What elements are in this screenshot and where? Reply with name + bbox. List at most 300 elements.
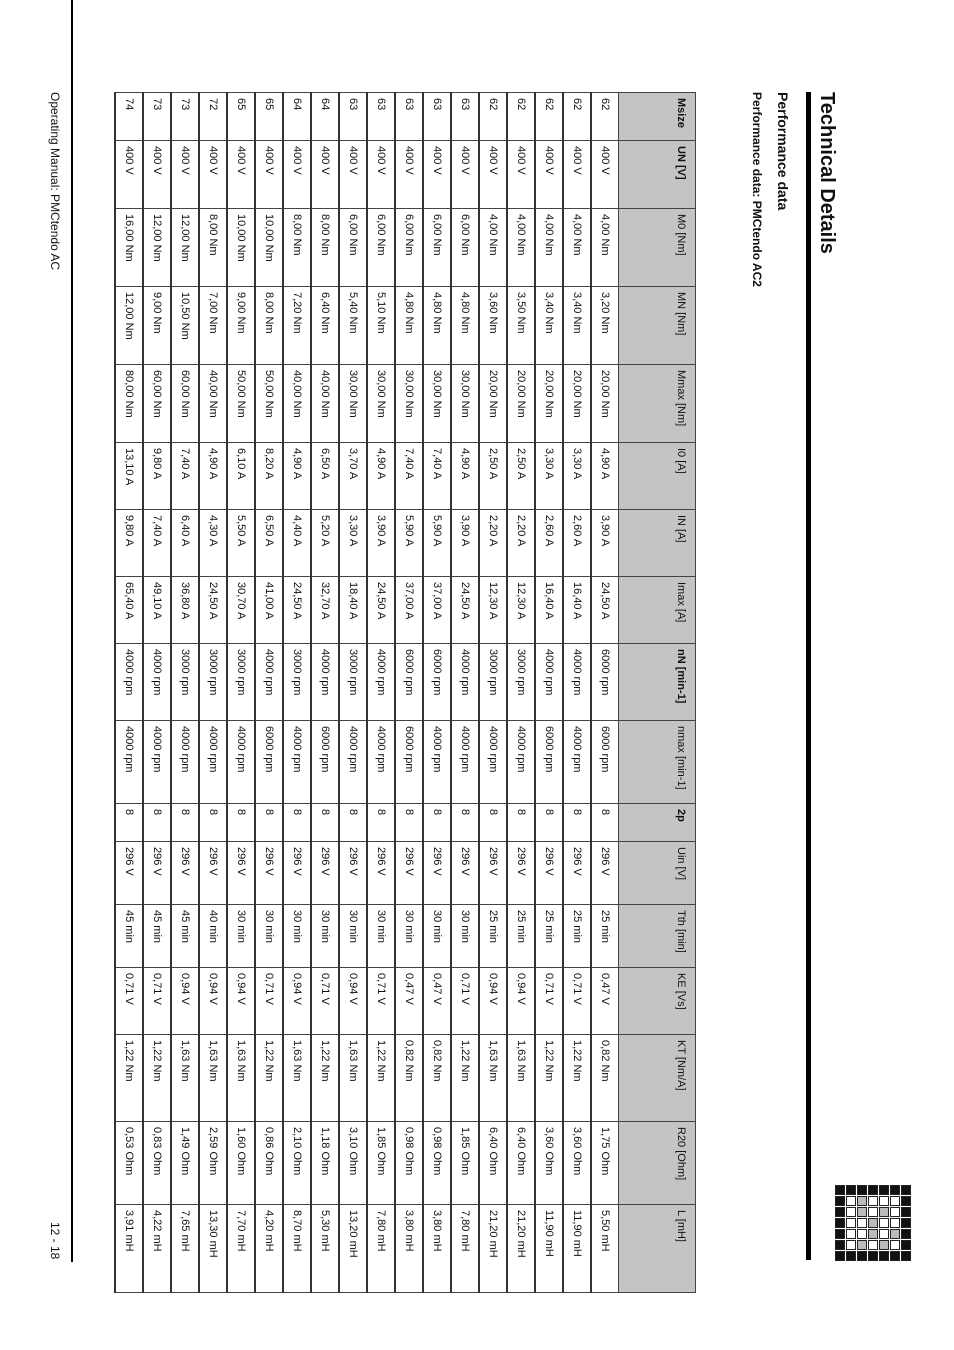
logo-tile bbox=[901, 1240, 911, 1250]
table-cell: 6,00 Nm bbox=[395, 209, 423, 287]
table-cell: 30,70 A bbox=[227, 577, 255, 644]
logo-tile bbox=[890, 1240, 900, 1250]
table-cell: 8 bbox=[563, 804, 591, 842]
footer-manual-title: Operating Manual: PMCtendo AC bbox=[48, 92, 62, 271]
logo-tile bbox=[857, 1218, 867, 1228]
table-cell: 7,80 mH bbox=[367, 1205, 395, 1293]
table-cell: 3,30 A bbox=[563, 443, 591, 510]
table-cell: 30,00 Nm bbox=[367, 365, 395, 443]
table-cell: 8 bbox=[591, 804, 619, 842]
column-header: Uin [V] bbox=[619, 842, 696, 905]
table-cell: 63 bbox=[367, 93, 395, 141]
table-cell: 3,50 Nm bbox=[507, 287, 535, 365]
table-cell: 9,80 A bbox=[143, 443, 171, 510]
table-cell: 10,00 Nm bbox=[255, 209, 283, 287]
table-cell: 4000 rpm bbox=[451, 721, 479, 804]
table-cell: 36,80 A bbox=[171, 577, 199, 644]
table-cell: 3,90 A bbox=[367, 510, 395, 577]
table-cell: 64 bbox=[283, 93, 311, 141]
table-cell: 4000 rpm bbox=[143, 644, 171, 721]
table-cell: 4,90 A bbox=[283, 443, 311, 510]
table-cell: 400 V bbox=[283, 141, 311, 209]
table-cell: 2,50 A bbox=[479, 443, 507, 510]
table-cell: 12,00 Nm bbox=[115, 287, 143, 365]
table-cell: 11,90 mH bbox=[563, 1205, 591, 1293]
table-cell: 45 min bbox=[115, 905, 143, 968]
table-cell: 6,00 Nm bbox=[339, 209, 367, 287]
table-cell: 10,00 Nm bbox=[227, 209, 255, 287]
table-cell: 3000 rpm bbox=[339, 644, 367, 721]
table-cell: 8 bbox=[143, 804, 171, 842]
table-cell: 20,00 Nm bbox=[591, 365, 619, 443]
table-cell: 8 bbox=[171, 804, 199, 842]
table-cell: 9,00 Nm bbox=[227, 287, 255, 365]
logo-tile bbox=[890, 1251, 900, 1261]
table-cell: 63 bbox=[451, 93, 479, 141]
table-cell: 63 bbox=[339, 93, 367, 141]
table-cell: 24,50 A bbox=[199, 577, 227, 644]
table-cell: 8 bbox=[367, 804, 395, 842]
table-row bbox=[535, 93, 563, 1293]
table-cell: 1,63 Nm bbox=[283, 1035, 311, 1122]
table-cell: 4000 rpm bbox=[227, 721, 255, 804]
logo-tile bbox=[901, 1185, 911, 1195]
table-cell: 400 V bbox=[255, 141, 283, 209]
table-cell: 296 V bbox=[227, 842, 255, 905]
table-cell: 0,47 V bbox=[591, 968, 619, 1035]
table-cell: 50,00 Nm bbox=[255, 365, 283, 443]
table-cell: 4,00 Nm bbox=[591, 209, 619, 287]
table-cell: 13,20 mH bbox=[339, 1205, 367, 1293]
table-cell: 40,00 Nm bbox=[311, 365, 339, 443]
table-cell: 0,47 V bbox=[395, 968, 423, 1035]
table-cell: 30 min bbox=[227, 905, 255, 968]
table-cell: 62 bbox=[535, 93, 563, 141]
table-cell: 400 V bbox=[395, 141, 423, 209]
table-cell: 6,40 Ohm bbox=[507, 1122, 535, 1205]
table-cell: 16,40 A bbox=[563, 577, 591, 644]
table-cell: 3,90 A bbox=[451, 510, 479, 577]
logo-tile bbox=[846, 1251, 856, 1261]
logo-tile bbox=[835, 1229, 845, 1239]
logo-tile bbox=[868, 1240, 878, 1250]
table-cell: 7,40 A bbox=[423, 443, 451, 510]
table-cell: 296 V bbox=[479, 842, 507, 905]
table-cell: 8 bbox=[199, 804, 227, 842]
table-cell: 45 min bbox=[143, 905, 171, 968]
table-cell: 0,71 V bbox=[451, 968, 479, 1035]
table-cell: 8 bbox=[339, 804, 367, 842]
table-cell: 0,94 V bbox=[339, 968, 367, 1035]
table-cell: 1,22 Nm bbox=[115, 1035, 143, 1122]
section-heading: Performance data bbox=[775, 92, 791, 211]
table-cell: 63 bbox=[423, 93, 451, 141]
table-cell: 74 bbox=[115, 93, 143, 141]
table-cell: 4000 rpm bbox=[171, 721, 199, 804]
table-cell: 65 bbox=[255, 93, 283, 141]
logo-tile bbox=[901, 1229, 911, 1239]
table-cell: 24,50 A bbox=[451, 577, 479, 644]
table-cell: 1,75 Ohm bbox=[591, 1122, 619, 1205]
table-cell: 3000 rpm bbox=[479, 644, 507, 721]
table-cell: 6000 rpm bbox=[395, 644, 423, 721]
table-cell: 62 bbox=[563, 93, 591, 141]
table-cell: 4000 rpm bbox=[199, 721, 227, 804]
table-cell: 0,82 Nm bbox=[591, 1035, 619, 1122]
table-cell: 4000 rpm bbox=[507, 721, 535, 804]
table-cell: 4,80 Nm bbox=[423, 287, 451, 365]
table-cell: 4000 rpm bbox=[535, 644, 563, 721]
table-cell: 7,40 A bbox=[143, 510, 171, 577]
table-cell: 21,20 mH bbox=[479, 1205, 507, 1293]
table-cell: 400 V bbox=[507, 141, 535, 209]
table-cell: 30 min bbox=[367, 905, 395, 968]
table-cell: 400 V bbox=[227, 141, 255, 209]
table-cell: 30,00 Nm bbox=[423, 365, 451, 443]
table-cell: 24,50 A bbox=[367, 577, 395, 644]
table-cell: 5,10 Nm bbox=[367, 287, 395, 365]
column-header: R20 [Ohm] bbox=[619, 1122, 696, 1205]
table-cell: 3,30 A bbox=[535, 443, 563, 510]
table-cell: 4000 rpm bbox=[367, 644, 395, 721]
table-cell: 7,00 Nm bbox=[199, 287, 227, 365]
logo-tile bbox=[901, 1218, 911, 1228]
table-cell: 296 V bbox=[199, 842, 227, 905]
table-cell: 0,94 V bbox=[283, 968, 311, 1035]
table-cell: 400 V bbox=[339, 141, 367, 209]
table-cell: 400 V bbox=[479, 141, 507, 209]
logo-tile bbox=[879, 1229, 889, 1239]
table-cell: 8 bbox=[451, 804, 479, 842]
table-cell: 6,00 Nm bbox=[367, 209, 395, 287]
table-cell: 63 bbox=[395, 93, 423, 141]
page-title: Technical Details bbox=[816, 92, 838, 254]
logo-tile bbox=[835, 1240, 845, 1250]
logo-tile bbox=[879, 1196, 889, 1206]
table-cell: 12,30 A bbox=[507, 577, 535, 644]
table-cell: 21,20 mH bbox=[507, 1205, 535, 1293]
table-row bbox=[199, 93, 227, 1293]
table-cell: 3,80 mH bbox=[423, 1205, 451, 1293]
table-cell: 40,00 Nm bbox=[199, 365, 227, 443]
table-cell: 1,85 Ohm bbox=[451, 1122, 479, 1205]
company-logo bbox=[835, 1185, 911, 1261]
table-cell: 0,98 Ohm bbox=[395, 1122, 423, 1205]
table-cell: 5,50 A bbox=[227, 510, 255, 577]
table-cell: 296 V bbox=[311, 842, 339, 905]
table-row bbox=[451, 93, 479, 1293]
table-cell: 6000 rpm bbox=[255, 721, 283, 804]
table-cell: 0,71 V bbox=[563, 968, 591, 1035]
table-cell: 25 min bbox=[563, 905, 591, 968]
table-cell: 30,00 Nm bbox=[451, 365, 479, 443]
table-cell: 1,49 Ohm bbox=[171, 1122, 199, 1205]
logo-tile bbox=[879, 1185, 889, 1195]
table-row bbox=[171, 93, 199, 1293]
table-cell: 8,00 Nm bbox=[255, 287, 283, 365]
table-cell: 6,40 Ohm bbox=[479, 1122, 507, 1205]
table-cell: 40,00 Nm bbox=[283, 365, 311, 443]
logo-tile bbox=[846, 1218, 856, 1228]
table-cell: 8 bbox=[311, 804, 339, 842]
table-cell: 18,40 A bbox=[339, 577, 367, 644]
logo-tile bbox=[890, 1218, 900, 1228]
table-cell: 1,22 Nm bbox=[311, 1035, 339, 1122]
table-cell: 8,70 mH bbox=[283, 1205, 311, 1293]
table-cell: 8 bbox=[507, 804, 535, 842]
table-cell: 1,63 Nm bbox=[227, 1035, 255, 1122]
table-cell: 400 V bbox=[591, 141, 619, 209]
table-cell: 8,00 Nm bbox=[283, 209, 311, 287]
table-row bbox=[115, 93, 143, 1293]
logo-tile bbox=[835, 1185, 845, 1195]
table-cell: 4000 rpm bbox=[339, 721, 367, 804]
table-cell: 62 bbox=[507, 93, 535, 141]
table-caption: Performance data: PMCtendo AC2 bbox=[750, 92, 764, 287]
table-cell: 1,22 Nm bbox=[255, 1035, 283, 1122]
table-cell: 1,63 Nm bbox=[171, 1035, 199, 1122]
table-cell: 4000 rpm bbox=[283, 721, 311, 804]
table-cell: 0,71 V bbox=[255, 968, 283, 1035]
logo-tile bbox=[901, 1251, 911, 1261]
table-cell: 3,60 Ohm bbox=[535, 1122, 563, 1205]
logo-tile bbox=[835, 1251, 845, 1261]
table-cell: 8 bbox=[283, 804, 311, 842]
table-cell: 0,71 V bbox=[143, 968, 171, 1035]
column-header: KE [Vs] bbox=[619, 968, 696, 1035]
table-cell: 50,00 Nm bbox=[227, 365, 255, 443]
table-cell: 6000 rpm bbox=[395, 721, 423, 804]
table-cell: 16,40 A bbox=[535, 577, 563, 644]
table-cell: 24,50 A bbox=[591, 577, 619, 644]
table-cell: 40 min bbox=[199, 905, 227, 968]
table-cell: 8 bbox=[115, 804, 143, 842]
table-header-row bbox=[619, 93, 696, 1293]
table-cell: 6,10 A bbox=[227, 443, 255, 510]
footer-rule bbox=[71, 0, 73, 1262]
logo-tile bbox=[835, 1218, 845, 1228]
table-cell: 5,40 Nm bbox=[339, 287, 367, 365]
table-cell: 400 V bbox=[115, 141, 143, 209]
table-cell: 8 bbox=[255, 804, 283, 842]
table-cell: 24,50 A bbox=[283, 577, 311, 644]
table-cell: 13,30 mH bbox=[199, 1205, 227, 1293]
table-cell: 3000 rpm bbox=[227, 644, 255, 721]
table-cell: 400 V bbox=[171, 141, 199, 209]
table-cell: 4,90 A bbox=[591, 443, 619, 510]
table-row bbox=[479, 93, 507, 1293]
logo-tile bbox=[890, 1185, 900, 1195]
table-row bbox=[367, 93, 395, 1293]
table-cell: 4000 rpm bbox=[451, 644, 479, 721]
table-cell: 400 V bbox=[563, 141, 591, 209]
table-cell: 4,00 Nm bbox=[479, 209, 507, 287]
table-cell: 0,71 V bbox=[367, 968, 395, 1035]
table-cell: 7,65 mH bbox=[171, 1205, 199, 1293]
page-number: 12 - 18 bbox=[48, 1222, 62, 1260]
logo-tile bbox=[857, 1229, 867, 1239]
table-cell: 7,20 Nm bbox=[283, 287, 311, 365]
table-cell: 3,20 Nm bbox=[591, 287, 619, 365]
column-header: IN [A] bbox=[619, 510, 696, 577]
logo-tile bbox=[890, 1196, 900, 1206]
table-cell: 3,10 Ohm bbox=[339, 1122, 367, 1205]
table-cell: 60,00 Nm bbox=[171, 365, 199, 443]
logo-tile bbox=[868, 1229, 878, 1239]
table-cell: 4000 rpm bbox=[115, 721, 143, 804]
table-cell: 0,82 Nm bbox=[395, 1035, 423, 1122]
table-cell: 7,70 mH bbox=[227, 1205, 255, 1293]
table-cell: 4,00 Nm bbox=[563, 209, 591, 287]
table-cell: 20,00 Nm bbox=[563, 365, 591, 443]
table-cell: 3,60 Ohm bbox=[563, 1122, 591, 1205]
table-cell: 41,00 A bbox=[255, 577, 283, 644]
table-cell: 3,90 A bbox=[591, 510, 619, 577]
table-cell: 30,00 Nm bbox=[339, 365, 367, 443]
column-header: MN [Nm] bbox=[619, 287, 696, 365]
logo-tile bbox=[879, 1240, 889, 1250]
table-cell: 16,00 Nm bbox=[115, 209, 143, 287]
table-cell: 2,60 A bbox=[563, 510, 591, 577]
table-cell: 4,00 Nm bbox=[535, 209, 563, 287]
table-cell: 2,60 A bbox=[535, 510, 563, 577]
table-cell: 0,82 Nm bbox=[423, 1035, 451, 1122]
table-cell: 3000 rpm bbox=[507, 644, 535, 721]
title-rule bbox=[806, 92, 811, 1260]
logo-tile bbox=[857, 1196, 867, 1206]
table-cell: 7,80 mH bbox=[451, 1205, 479, 1293]
table-cell: 0,86 Ohm bbox=[255, 1122, 283, 1205]
table-cell: 4,22 mH bbox=[143, 1205, 171, 1293]
table-cell: 1,22 Nm bbox=[367, 1035, 395, 1122]
table-cell: 0,98 Ohm bbox=[423, 1122, 451, 1205]
table-cell: 296 V bbox=[171, 842, 199, 905]
table-cell: 1,63 Nm bbox=[479, 1035, 507, 1122]
table-cell: 12,00 Nm bbox=[143, 209, 171, 287]
table-cell: 4000 rpm bbox=[311, 644, 339, 721]
table-cell: 8,20 A bbox=[255, 443, 283, 510]
logo-tile bbox=[868, 1207, 878, 1217]
table-cell: 6000 rpm bbox=[535, 721, 563, 804]
table-cell: 2,20 A bbox=[507, 510, 535, 577]
logo-tile bbox=[879, 1207, 889, 1217]
logo-tile bbox=[835, 1196, 845, 1206]
table-row bbox=[283, 93, 311, 1293]
table-cell: 9,80 A bbox=[115, 510, 143, 577]
table-cell: 4000 rpm bbox=[367, 721, 395, 804]
logo-tile bbox=[846, 1229, 856, 1239]
table-cell: 8 bbox=[395, 804, 423, 842]
table-row bbox=[563, 93, 591, 1293]
table-row bbox=[227, 93, 255, 1293]
table-cell: 65,40 A bbox=[115, 577, 143, 644]
table-cell: 6,40 A bbox=[171, 510, 199, 577]
column-header: Imax [A] bbox=[619, 577, 696, 644]
table-cell: 0,94 V bbox=[479, 968, 507, 1035]
table-body bbox=[115, 93, 619, 1293]
table-cell: 3,60 Nm bbox=[479, 287, 507, 365]
logo-tile bbox=[846, 1207, 856, 1217]
table-cell: 37,00 A bbox=[423, 577, 451, 644]
table-cell: 6,40 Nm bbox=[311, 287, 339, 365]
table-cell: 6000 rpm bbox=[423, 644, 451, 721]
column-header: UN [V] bbox=[619, 141, 696, 209]
table-cell: 1,63 Nm bbox=[507, 1035, 535, 1122]
table-cell: 4,90 A bbox=[367, 443, 395, 510]
table-cell: 3,91 mH bbox=[115, 1205, 143, 1293]
table-cell: 296 V bbox=[395, 842, 423, 905]
table-cell: 296 V bbox=[339, 842, 367, 905]
table-cell: 30,00 Nm bbox=[395, 365, 423, 443]
table-cell: 12,00 Nm bbox=[171, 209, 199, 287]
column-header: Msize bbox=[619, 93, 696, 141]
table-cell: 80,00 Nm bbox=[115, 365, 143, 443]
table-cell: 5,90 A bbox=[395, 510, 423, 577]
table-cell: 8,00 Nm bbox=[311, 209, 339, 287]
column-header: nmax [min-1] bbox=[619, 721, 696, 804]
table-cell: 6000 rpm bbox=[311, 721, 339, 804]
table-cell: 4,00 Nm bbox=[507, 209, 535, 287]
table-cell: 296 V bbox=[563, 842, 591, 905]
column-header: nN [min-1] bbox=[619, 644, 696, 721]
table-cell: 1,63 Nm bbox=[339, 1035, 367, 1122]
table-cell: 37,00 A bbox=[395, 577, 423, 644]
table-cell: 6,00 Nm bbox=[423, 209, 451, 287]
table-cell: 6,50 A bbox=[311, 443, 339, 510]
table-row bbox=[311, 93, 339, 1293]
table-row bbox=[339, 93, 367, 1293]
table-cell: 13,10 A bbox=[115, 443, 143, 510]
table-cell: 4000 rpm bbox=[479, 721, 507, 804]
table-cell: 60,00 Nm bbox=[143, 365, 171, 443]
table-cell: 3,70 A bbox=[339, 443, 367, 510]
table-cell: 1,22 Nm bbox=[143, 1035, 171, 1122]
table-cell: 296 V bbox=[255, 842, 283, 905]
table-cell: 400 V bbox=[451, 141, 479, 209]
table-row bbox=[395, 93, 423, 1293]
table-cell: 296 V bbox=[507, 842, 535, 905]
logo-tile bbox=[879, 1251, 889, 1261]
logo-tile bbox=[857, 1251, 867, 1261]
table-cell: 6000 rpm bbox=[591, 644, 619, 721]
table-cell: 3000 rpm bbox=[283, 644, 311, 721]
table-cell: 5,50 mH bbox=[591, 1205, 619, 1293]
table-cell: 296 V bbox=[451, 842, 479, 905]
table-cell: 4000 rpm bbox=[563, 644, 591, 721]
logo-tile bbox=[868, 1251, 878, 1261]
table-cell: 25 min bbox=[535, 905, 563, 968]
column-header: 2p bbox=[619, 804, 696, 842]
table-cell: 3,30 A bbox=[339, 510, 367, 577]
column-header: L [mH] bbox=[619, 1205, 696, 1293]
logo-tile bbox=[901, 1207, 911, 1217]
table-cell: 49,10 A bbox=[143, 577, 171, 644]
table-cell: 45 min bbox=[171, 905, 199, 968]
table-cell: 0,47 V bbox=[423, 968, 451, 1035]
table-cell: 30 min bbox=[255, 905, 283, 968]
table-cell: 4,90 A bbox=[451, 443, 479, 510]
table-cell: 296 V bbox=[591, 842, 619, 905]
table-cell: 4000 rpm bbox=[143, 721, 171, 804]
logo-tile bbox=[846, 1196, 856, 1206]
logo-tile bbox=[857, 1240, 867, 1250]
table-cell: 11,90 mH bbox=[535, 1205, 563, 1293]
table-cell: 0,94 V bbox=[171, 968, 199, 1035]
table-cell: 4000 rpm bbox=[423, 721, 451, 804]
table-cell: 2,59 Ohm bbox=[199, 1122, 227, 1205]
table-cell: 1,22 Nm bbox=[451, 1035, 479, 1122]
logo-tile bbox=[835, 1207, 845, 1217]
